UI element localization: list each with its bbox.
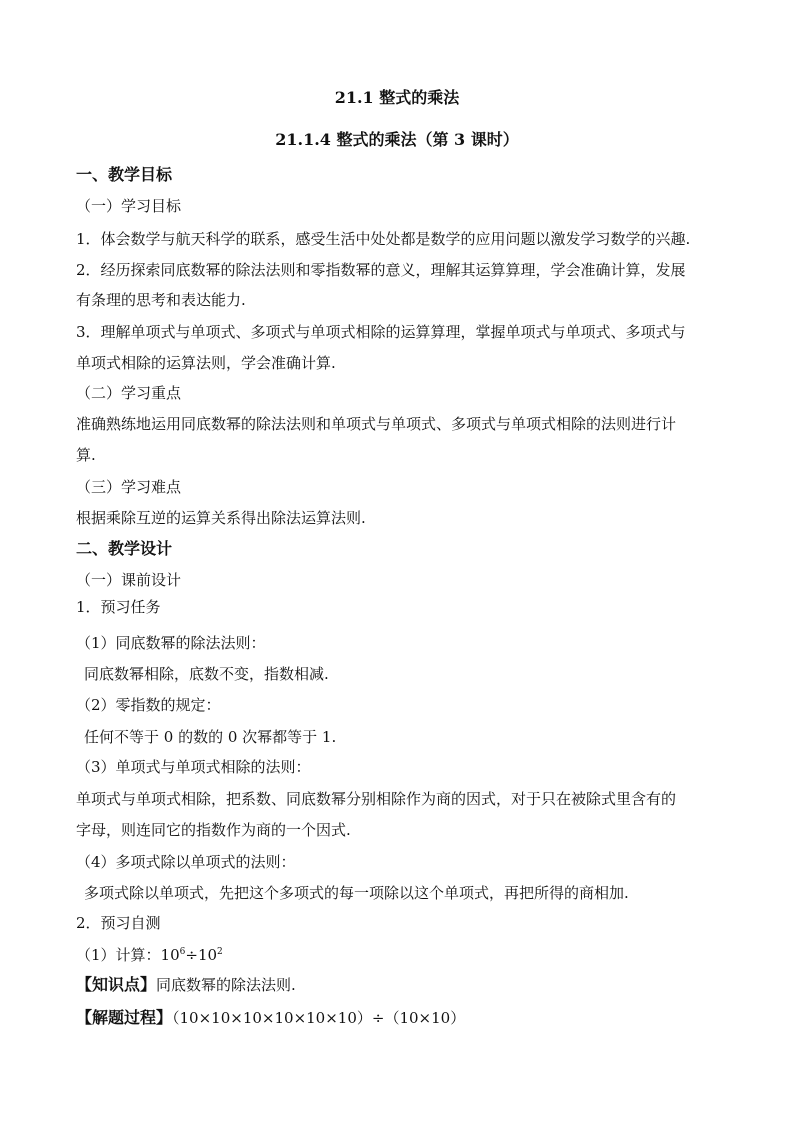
- key-points-heading: （二）学习重点: [76, 384, 182, 402]
- goal-item-1: 1．体会数学与航天科学的联系，感受生活中处处都是数学的应用问题以激发学习数学的兴趣.: [76, 230, 691, 248]
- calc-question: [76, 945, 223, 965]
- rule2-text: 任何不等于 0 的数的 0 次幂都等于 1.: [84, 728, 337, 746]
- calc-base-2: 10: [197, 946, 218, 964]
- solution-process-line: [76, 1008, 465, 1028]
- rule3-line-1: 单项式与单项式相除，把系数、同底数幂分别相除作为商的因式，对于只在被除式里含有的: [76, 790, 677, 808]
- calc-base-1: 10: [160, 946, 180, 964]
- key-points-line-2: 算.: [76, 446, 96, 464]
- rule2-title: （2）零指数的规定：: [76, 696, 221, 714]
- rule1-text: 同底数幂相除，底数不变，指数相减.: [84, 665, 329, 683]
- knowledge-point-line: [76, 975, 296, 995]
- goal-item-2: 2．经历探索同底数幂的除法法则和零指数幂的意义，理解其运算算理，学会准确计算，发展: [76, 261, 686, 279]
- rule1-title: （1）同底数幂的除法法则：: [76, 634, 266, 652]
- goal-item-3-cont: 单项式相除的运算法则，学会准确计算.: [76, 354, 336, 372]
- calc-exponent-2: 2: [217, 947, 223, 957]
- section1-heading: 一、教学目标: [76, 165, 173, 184]
- solution-process-text: （10×10×10×10×10×10）÷（10×10）: [172, 1009, 466, 1027]
- knowledge-point-text: 同底数幂的除法法则.: [156, 976, 296, 994]
- goal-item-2-cont: 有条理的思考和表达能力.: [76, 291, 246, 309]
- knowledge-point-label: 【知识点】: [76, 975, 157, 994]
- learning-goals-heading: （一）学习目标: [76, 197, 182, 215]
- main-title: 21.1 整式的乘法: [334, 88, 460, 107]
- section2-heading: 二、教学设计: [76, 539, 173, 558]
- calc-operator: ÷: [185, 946, 198, 964]
- rule4-title: （4）多项式除以单项式的法则：: [76, 853, 296, 871]
- preview-task-heading: 1．预习任务: [76, 598, 161, 616]
- self-test-heading: 2．预习自测: [76, 914, 161, 932]
- rule3-line-2: 字母，则连同它的指数作为商的一个因式.: [76, 821, 351, 839]
- rule4-text: 多项式除以单项式，先把这个多项式的每一项除以这个单项式，再把所得的商相加.: [84, 884, 629, 902]
- key-points-line-1: 准确熟练地运用同底数幂的除法法则和单项式与单项式、多项式与单项式相除的法则进行计: [76, 415, 677, 433]
- pre-class-heading: （一）课前设计: [76, 571, 182, 589]
- sub-title: 21.1.4 整式的乘法（第 3 课时）: [275, 130, 519, 149]
- difficulty-heading: （三）学习难点: [76, 478, 182, 496]
- difficulty-text: 根据乘除互逆的运算关系得出除法运算法则.: [76, 509, 366, 527]
- solution-process-label: 【解题过程】: [76, 1008, 173, 1027]
- goal-item-3: 3．理解单项式与单项式、多项式与单项式相除的运算算理，掌握单项式与单项式、多项式与: [76, 323, 686, 341]
- calc-exponent-1: 6: [179, 947, 186, 957]
- rule3-title: （3）单项式与单项式相除的法则：: [76, 758, 311, 776]
- calc-prefix: （1）计算：: [76, 946, 161, 964]
